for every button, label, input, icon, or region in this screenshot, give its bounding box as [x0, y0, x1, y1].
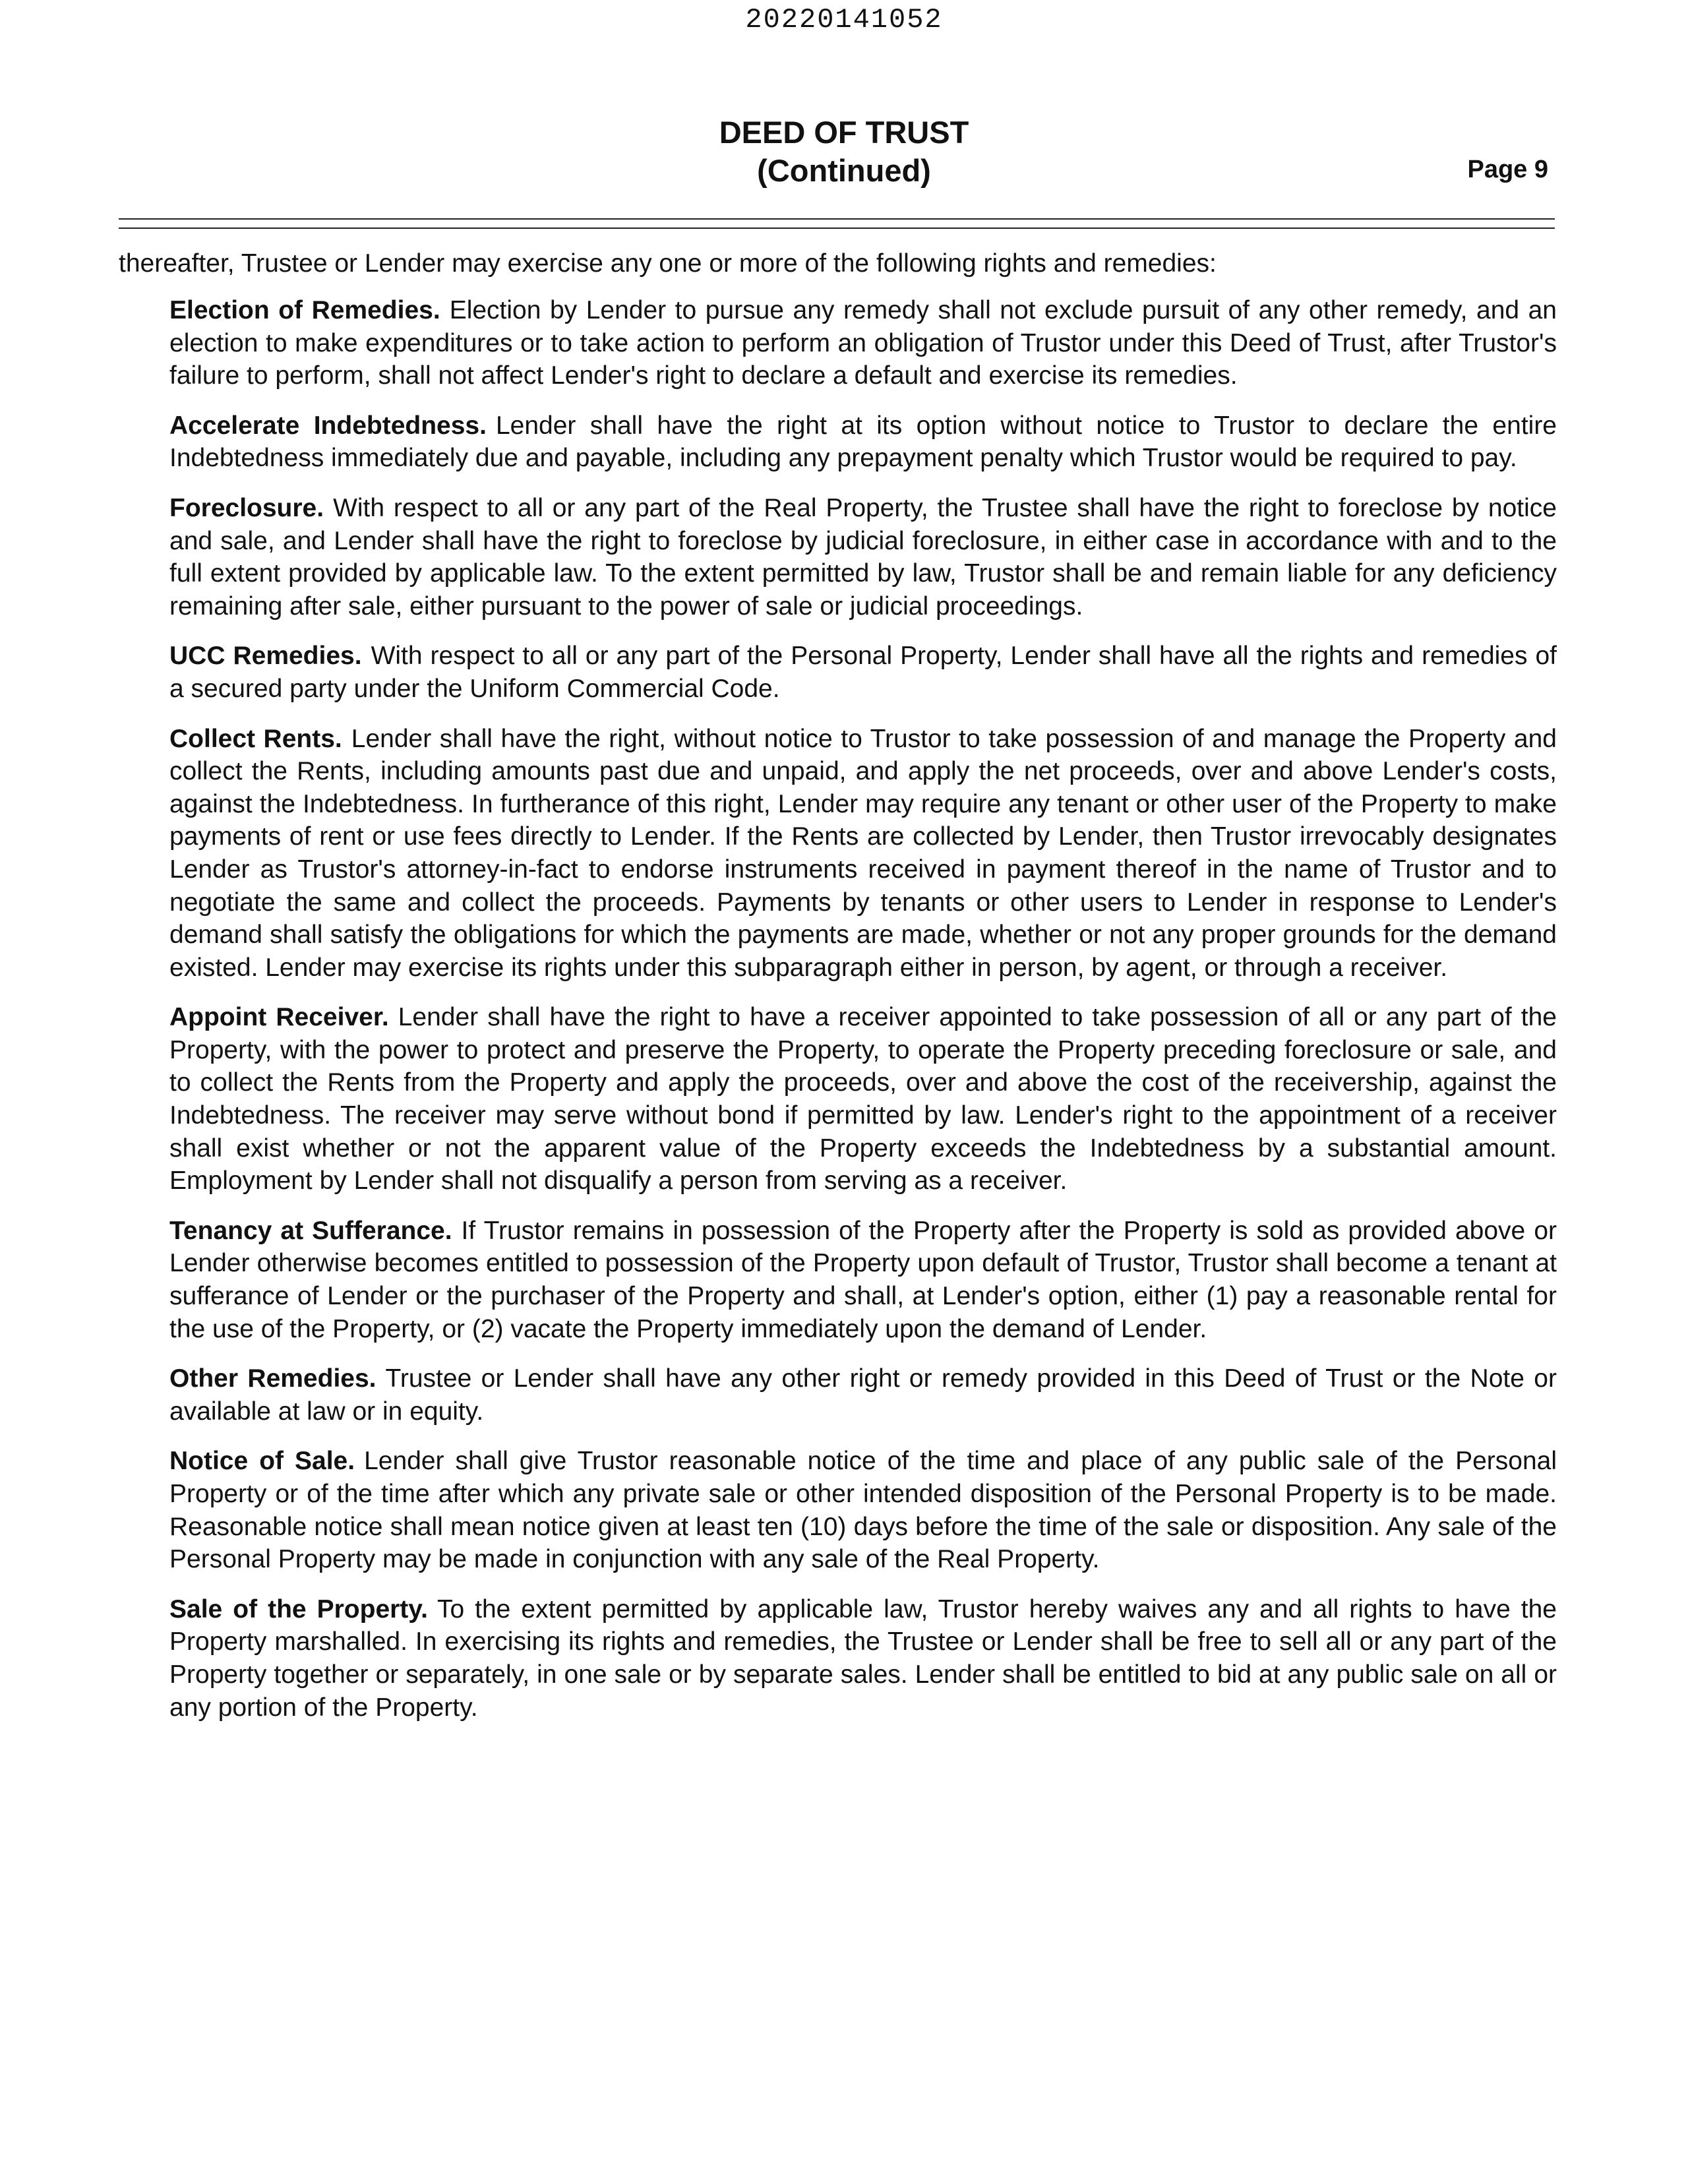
section-tenancy-at-sufferance [169, 1215, 1557, 1345]
section-body: Lender shall have the right to have a receiver appointed to take possession of all or any part of the Property, with the power to protect and preserve the Property, to operate the Property preceding foreclosure or sale, and to collect the Rents from the Property and apply the proceeds, over and above the cost of the receivership, against the Indebtedness. The receiver may serve without bond if permitted by law. Lender's right to the appointment of a receiver shall exist whether or not the apparent value of the Property exceeds the Indebtedness by a substantial amount. Employment by Lender shall not disqualify a person from serving as a receiver. [169, 1003, 1557, 1196]
section-foreclosure [169, 492, 1557, 622]
section-heading: UCC Remedies. [169, 642, 362, 671]
page-number: Page 9 [1467, 156, 1548, 183]
section-body: With respect to all or any part of the Personal Property, Lender shall have all the rights and remedies of a secured party under the Uniform Commercial Code. [169, 642, 1557, 703]
section-body: To the extent permitted by applicable law, Trustor hereby waives any and all rights to have the Property marshalled. In exercising its rights and remedies, the Trustee or Lender shall be free to sell all or any part of the Property together or separately, in one sale or by separate sales. Lender shall be entitled to bid at any public sale on all or any portion of the Property. [169, 1594, 1557, 1722]
section-body: Lender shall give Trustor reasonable notice of the time and place of any public sale of the Personal Property or of the time after which any private sale or other intended disposition of the Personal Property is to be made. Reasonable notice shall mean notice given at least ten (10) days before the time of the sale or disposition. Any sale of the Personal Property may be made in conjunction with any sale of the Real Property. [169, 1447, 1557, 1574]
section-body: Lender shall have the right, without notice to Trustor to take possession of and manage the Property and collect the Rents, including amounts past due and unpaid, and apply the net proceeds, over and above Lender's costs, against the Indebtedness. In furtherance of this right, Lender may require any tenant or other user of the Property to make payments of rent or use fees directly to Lender. If the Rents are collected by Lender, then Trustor irrevocably designates Lender as Trustor's attorney-in-fact to endorse instruments received in payment thereof in the name of Trustor and to negotiate the same and collect the proceeds. Payments by tenants or other users to Lender in response to Lender's demand shall satisfy the obligations for which the payments are made, whether or not any proper grounds for the demand existed. Lender may exercise its rights under this subparagraph either in person, by agent, or through a receiver. [169, 724, 1557, 982]
section-heading: Sale of the Property. [169, 1594, 428, 1623]
section-notice-of-sale [169, 1445, 1557, 1575]
section-other-remedies [169, 1362, 1557, 1428]
section-appoint-receiver [169, 1001, 1557, 1198]
section-accelerate-indebtedness [169, 410, 1557, 475]
section-election-of-remedies [169, 294, 1557, 392]
section-heading: Foreclosure. [169, 493, 324, 522]
section-heading: Appoint Receiver. [169, 1003, 389, 1032]
document-title-block [0, 113, 1688, 190]
section-sale-of-the-property [169, 1593, 1557, 1724]
section-body: With respect to all or any part of the Real Property, the Trustee shall have the right to foreclose by notice and sale, and Lender shall have the right to foreclose by judicial foreclosure, in either case in accordance with and to the full extent provided by applicable law. To the extent permitted by law, Trustor shall be and remain liable for any deficiency remaining after sale, either pursuant to the power of sale or judicial proceedings. [169, 493, 1557, 621]
remedies-list [169, 294, 1557, 1741]
section-body: Trustee or Lender shall have any other right or remedy provided in this Deed of Trust or the Note or available at law or in equity. [169, 1364, 1557, 1426]
section-body: Election by Lender to pursue any remedy shall not exclude pursuit of any other remedy, and an election to make expenditures or to take action to perform an obligation of Trustor under this Deed of Trust, after Trustor's failure to perform, shall not affect Lender's right to declare a default and exercise its remedies. [169, 296, 1557, 390]
section-heading: Election of Remedies. [169, 296, 440, 324]
section-heading: Other Remedies. [169, 1364, 377, 1393]
section-heading: Collect Rents. [169, 724, 342, 753]
section-body: If Trustor remains in possession of the Property after the Property is sold as provided above or Lender otherwise becomes entitled to possession of the Property upon default of Trustor, Trustor shall become a tenant at sufferance of Lender or the purchaser of the Property and shall, at Lender's option, either (1) pay a reasonable rental for the use of the Property, or (2) vacate the Property immediately upon the demand of Lender. [169, 1216, 1557, 1343]
section-heading: Accelerate Indebtedness. [169, 411, 487, 440]
document-number: 20220141052 [745, 4, 943, 36]
document-title: DEED OF TRUST [719, 115, 969, 150]
section-body: Lender shall have the right at its option without notice to Trustor to declare the entire Indebtedness immediately due and payable, including any prepayment penalty which Trustor would be required to pay. [169, 411, 1557, 473]
header-divider-bottom [119, 228, 1555, 229]
section-collect-rents [169, 723, 1557, 985]
intro-paragraph: thereafter, Trustee or Lender may exercise any one or more of the following rights and remedies: [119, 249, 1217, 278]
section-heading: Notice of Sale. [169, 1447, 355, 1476]
section-ucc-remedies [169, 640, 1557, 705]
section-heading: Tenancy at Sufferance. [169, 1216, 452, 1245]
document-subtitle: (Continued) [757, 153, 931, 188]
header-divider-top [119, 218, 1555, 220]
